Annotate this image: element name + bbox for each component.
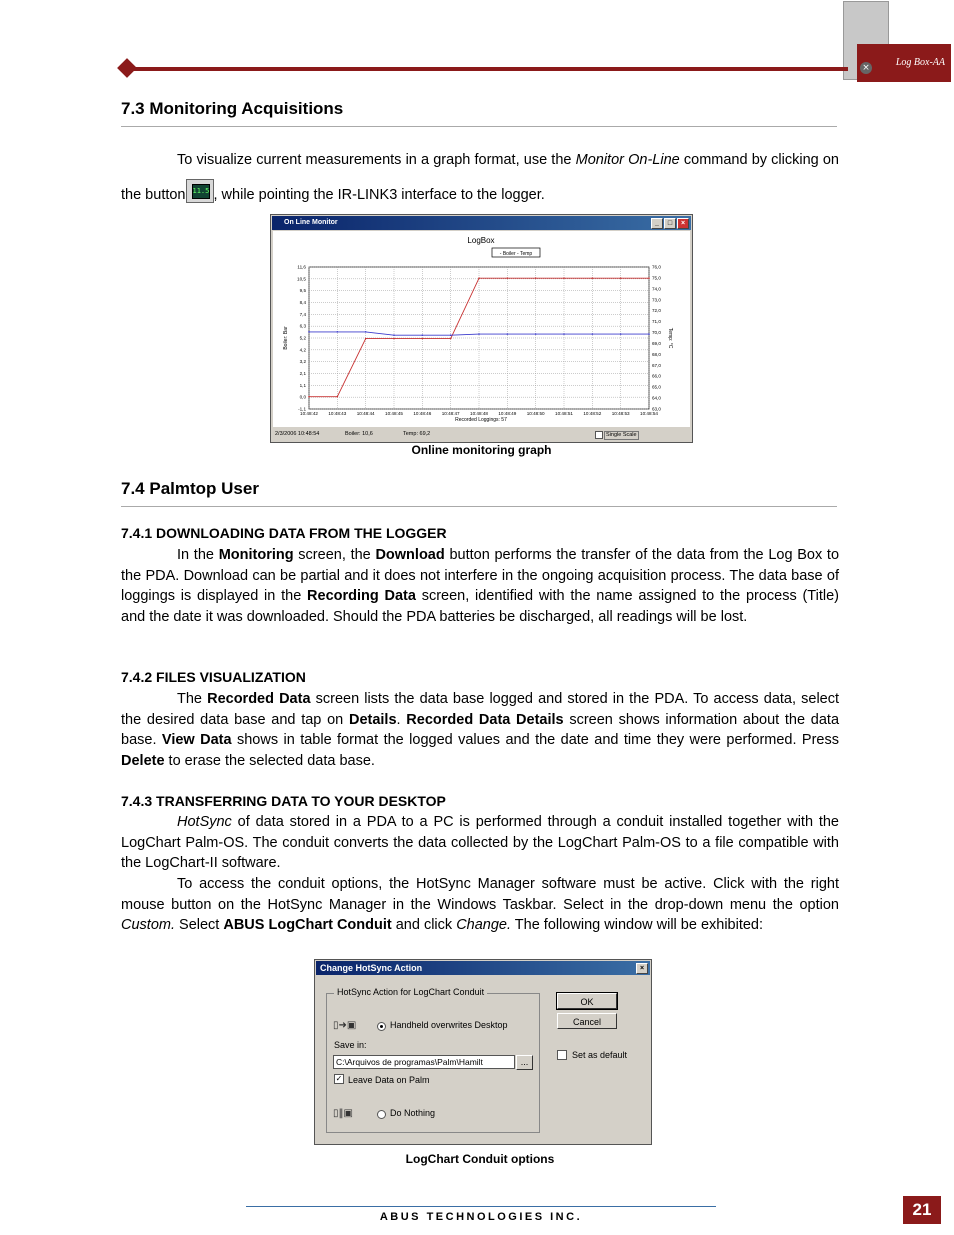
x-tick-label: 10:48:47 — [441, 411, 460, 416]
online-monitor-title: On Line Monitor — [284, 219, 338, 226]
y-right-tick-label: 74,0 — [652, 286, 661, 292]
x-tick-label: 10:48:48 — [470, 411, 488, 416]
y-right-tick-label: 70,0 — [652, 330, 661, 336]
data-point-temp — [337, 331, 339, 333]
data-point-boiler — [563, 277, 565, 279]
x-tick-label: 10:48:42 — [300, 411, 318, 416]
text-run: . — [396, 711, 407, 728]
save-in-path-field[interactable]: C:\Arquivos de programas\Palm\Hamilt — [333, 1055, 515, 1069]
y-right-tick-label: 73,0 — [652, 297, 661, 303]
text-run: and click — [391, 917, 457, 933]
hotsync-caption: LogChart Conduit options — [405, 1152, 555, 1166]
data-point-boiler — [365, 338, 367, 340]
x-axis-label: Recorded Loggings: 57 — [455, 417, 507, 423]
y-left-tick-label: 2,1 — [299, 371, 306, 376]
text-run: of data stored in a PDA to a PC is performed through a conduit installed together with the LogChart Palm-OS. The conduit converts the data collected by the LogChart Palm-OS to a file compatible with the LogChart-II software. — [121, 814, 839, 871]
x-tick-label: 10:48:46 — [413, 411, 432, 416]
chart-area — [273, 231, 690, 427]
online-monitor-titlebar — [272, 216, 691, 230]
graph-caption: Online monitoring graph — [411, 443, 552, 457]
monitor-online-term: Monitor On-Line — [575, 152, 680, 168]
section-74-rule — [121, 506, 837, 507]
y-right-axis-label: Temp: °C — [667, 327, 673, 349]
subsection-743-paragraph-1 — [121, 812, 839, 874]
minimize-icon[interactable]: _ — [651, 218, 663, 229]
close-icon[interactable]: × — [636, 963, 648, 974]
data-point-temp — [308, 331, 310, 333]
x-tick-label: 10:48:43 — [328, 411, 347, 416]
monitoring-term: Monitoring — [218, 547, 294, 563]
y-right-tick-label: 64,0 — [652, 395, 661, 401]
header-close-icon: × — [860, 62, 872, 74]
text-run: to erase the selected data base. — [164, 752, 375, 769]
handheld-to-desktop-icon: ▯➜▣ — [333, 1020, 357, 1031]
y-left-tick-label: 4,2 — [299, 347, 306, 353]
hotsync-title: Change HotSync Action — [320, 963, 423, 973]
header-product-label: Log Box-AA — [857, 44, 951, 82]
view-data-term: View Data — [161, 732, 232, 748]
header-rule — [124, 67, 848, 71]
page-number: 21 — [903, 1196, 941, 1224]
y-right-tick-label: 72,0 — [652, 308, 661, 314]
section-73-rule — [121, 126, 837, 127]
text-run: , while pointing the IR-LINK3 interface to the logger. — [213, 187, 545, 203]
chart-title: LogBox — [467, 236, 495, 245]
data-point-boiler — [337, 396, 339, 398]
status-boiler: Boiler: 10,6 — [345, 431, 373, 437]
legend-text: - Boiler - Temp — [499, 251, 533, 257]
custom-term: Custom. — [121, 917, 175, 933]
x-tick-label: 10:48:45 — [385, 411, 403, 416]
y-left-tick-label: 9,5 — [299, 288, 306, 294]
x-tick-label: 10:48:53 — [611, 411, 630, 416]
text-run: screen, identified with the name assigned to the process (Title) and the date it was downloaded. Should the PDA batteries be discharged, all readings will be lost. — [121, 588, 839, 625]
y-right-tick-label: 67,0 — [652, 362, 661, 368]
text-run: command by clicking on the button — [121, 152, 839, 203]
y-left-axis-label: Boiler: Bar — [283, 326, 289, 350]
footer-rule — [246, 1206, 716, 1207]
data-point-temp — [563, 333, 565, 335]
y-right-tick-label: 71,0 — [652, 319, 661, 325]
data-point-boiler — [450, 338, 452, 340]
y-left-tick-label: 7,4 — [299, 311, 306, 317]
data-point-temp — [478, 333, 480, 335]
subsection-741-title: 7.4.1 DOWNLOADING DATA FROM THE LOGGER — [121, 525, 447, 541]
subsection-742-title: 7.4.2 FILES VISUALIZATION — [121, 669, 306, 685]
y-left-tick-label: -1,1 — [298, 406, 306, 412]
change-term: Change. — [456, 917, 512, 933]
set-as-default-checkbox[interactable] — [557, 1050, 567, 1060]
y-left-tick-label: 11,6 — [297, 264, 306, 270]
single-scale-label: Single Scale — [606, 432, 637, 438]
y-right-tick-label: 65,0 — [652, 384, 661, 390]
details-term: Details — [348, 711, 397, 728]
text-run: screen lists the data base logged and stored in the PDA. To access data, select the desired data base and tap on — [121, 691, 840, 728]
data-point-temp — [535, 333, 537, 335]
y-left-tick-label: 1,1 — [299, 382, 306, 388]
do-nothing-radio[interactable] — [377, 1110, 386, 1119]
data-point-boiler — [308, 396, 310, 398]
download-term: Download — [375, 547, 445, 563]
text-run: In the — [177, 547, 219, 563]
data-point-temp — [422, 334, 424, 336]
text-run: To access the conduit options, the HotSync Manager software must be active. Click with the right mouse button on the HotSync Manager in the Windows Taskbar. Select in the drop-down menu the option — [121, 876, 839, 913]
text-run: The — [177, 691, 208, 707]
y-left-tick-label: 5,2 — [299, 335, 306, 341]
hotsync-term: HotSync — [177, 814, 232, 830]
hotsync-dialog — [314, 959, 652, 1145]
monitor-statusbar — [273, 429, 690, 440]
y-right-tick-label: 68,0 — [652, 351, 661, 357]
online-monitor-window — [270, 214, 693, 443]
data-point-temp — [450, 334, 452, 336]
ok-button[interactable]: OK — [557, 993, 617, 1009]
data-point-temp — [648, 333, 650, 335]
footer-company: ABUS TECHNOLOGIES INC. — [379, 1211, 583, 1223]
subsection-742-paragraph — [121, 689, 839, 771]
subsection-743-title: 7.4.3 TRANSFERRING DATA TO YOUR DESKTOP — [121, 793, 446, 809]
data-point-boiler — [592, 277, 594, 279]
text-run: To visualize current measurements in a graph format, use the — [177, 152, 576, 168]
recorded-data-term: Recorded Data — [207, 691, 311, 707]
x-tick-label: 10:48:52 — [583, 411, 602, 416]
subsection-741-paragraph — [121, 545, 839, 627]
set-as-default-label: Set as default — [572, 1050, 628, 1060]
do-nothing-icon: ▯‖▣ — [333, 1108, 353, 1119]
x-tick-label: 10:48:49 — [498, 411, 517, 416]
status-temp: Temp: 69,2 — [403, 431, 431, 437]
y-right-tick-label: 66,0 — [652, 373, 661, 379]
text-run: screen, the — [293, 547, 376, 563]
status-time: 2/3/2006 10:48:54 — [275, 431, 320, 437]
data-point-boiler — [393, 338, 395, 340]
y-left-tick-label: 8,4 — [299, 300, 306, 305]
group-label: HotSync Action for LogChart Conduit — [334, 987, 487, 997]
delete-term: Delete — [121, 752, 165, 769]
data-point-boiler — [507, 277, 509, 279]
hotsync-titlebar — [316, 961, 650, 975]
y-left-tick-label: 10,5 — [297, 276, 306, 282]
section-74-title: 7.4 Palmtop User — [121, 479, 259, 498]
x-tick-label: 10:48:51 — [555, 411, 573, 416]
y-right-tick-label: 76,0 — [652, 264, 661, 270]
data-point-temp — [507, 333, 509, 335]
y-left-tick-label: 3,2 — [299, 359, 306, 365]
recorded-data-details-term: Recorded Data Details — [406, 711, 564, 728]
header-diamond-icon — [117, 58, 137, 78]
data-point-boiler — [620, 277, 622, 279]
subsection-743-paragraph-2 — [121, 874, 839, 936]
text-run: The following window will be exhibited: — [511, 917, 764, 933]
y-right-tick-label: 69,0 — [652, 340, 661, 346]
data-point-temp — [620, 333, 622, 335]
section-73-title: 7.3 Monitoring Acquisitions — [121, 99, 344, 118]
data-point-temp — [592, 333, 594, 335]
data-point-boiler — [648, 277, 650, 279]
y-right-tick-label: 75,0 — [652, 275, 661, 281]
cancel-button[interactable]: Cancel — [557, 1013, 617, 1029]
y-left-tick-label: 6,3 — [299, 323, 306, 329]
browse-button[interactable]: ... — [516, 1055, 533, 1070]
recording-data-term: Recording Data — [307, 588, 416, 604]
text-run: button performs the transfer of the data from the Log Box to the PDA. Download can be partial and it does not interfere in the ongoing acquisition process. The data base of loggings is displayed in the — [121, 547, 840, 604]
x-tick-label: 10:48:54 — [640, 411, 658, 416]
save-in-label: Save in: — [334, 1040, 367, 1050]
line-chart — [273, 231, 690, 427]
x-tick-label: 10:48:44 — [356, 411, 375, 416]
data-point-boiler — [422, 338, 424, 340]
section-73-paragraph — [121, 143, 839, 213]
data-point-temp — [365, 331, 367, 333]
text-run: screen shows information about the data base. — [121, 711, 840, 748]
maximize-icon[interactable]: □ — [664, 218, 676, 229]
leave-data-checkbox[interactable]: ✓ — [335, 1074, 343, 1083]
data-point-boiler — [478, 277, 480, 279]
monitor-online-button-icon — [186, 179, 214, 203]
abus-conduit-term: ABUS LogChart Conduit — [223, 917, 392, 933]
leave-data-label: Leave Data on Palm — [348, 1075, 430, 1085]
overwrite-desktop-radio[interactable] — [377, 1022, 386, 1031]
text-run: Select — [175, 917, 224, 933]
close-icon[interactable]: × — [677, 218, 689, 229]
data-point-boiler — [535, 277, 537, 279]
overwrite-desktop-label: Handheld overwrites Desktop — [390, 1020, 508, 1030]
do-nothing-label: Do Nothing — [390, 1108, 436, 1118]
text-run: shows in table format the logged values and the date and time they were performed. Press — [231, 732, 839, 748]
monitor-icon-display: 11.5 — [192, 184, 210, 199]
y-left-tick-label: 0,0 — [299, 394, 306, 400]
x-tick-label: 10:48:50 — [526, 411, 545, 416]
y-right-tick-label: 63,0 — [652, 406, 661, 412]
data-point-temp — [393, 334, 395, 336]
single-scale-checkbox[interactable] — [595, 431, 603, 439]
